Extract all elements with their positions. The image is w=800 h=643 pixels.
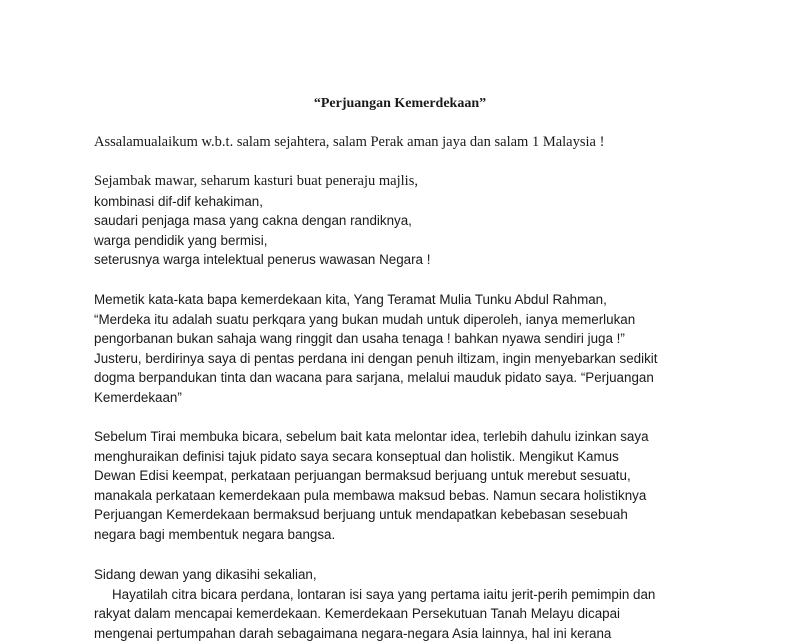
paragraph-line: menghuraikan definisi tajuk pidato saya secara konseptual dan holistik. Mengikut Kamus [94,448,619,464]
paragraph-line: Dewan Edisi keempat, perkataan perjuangan bermaksud berjuang untuk merebut sesuatu, [94,468,631,484]
paragraph-line: Perjuangan Kemerdekaan bermaksud berjuang untuk mendapatkan kebebasan sesebuah [94,507,628,523]
paragraph-line: mengenai pertumpahan darah sebagaimana negara-negara Asia lainnya, hal ini kerana [94,625,612,641]
salutation-line: saudari penjaga masa yang cakna dengan randiknya, [94,213,412,229]
paragraph-line: Sebelum Tirai membuka bicara, sebelum bait kata melontar idea, terlebih dahulu izinkan saya [94,429,649,444]
paragraph-first-point [94,565,714,643]
speech-title: “Perjuangan Kemerdekaan” [313,96,487,111]
paragraph-line: negara bagi membentuk negara bangsa. [94,526,336,542]
paragraph-line: Hayatilah citra bicara perdana, lontaran isi saya yang pertama iaitu jerit-perih pemimpin dan [112,586,656,602]
salutation-line: seterusnya warga intelektual penerus wawasan Negara ! [94,252,431,268]
salutation-line: warga pendidik yang bermisi, [94,232,268,248]
paragraph-definition [94,427,714,545]
salutation-line: kombinasi dif-dif kehakiman, [94,193,263,209]
paragraph-line: Kemerdekaan” [94,389,182,405]
paragraph-line: dogma berpandukan tinta dan wacana para sarjana, melalui mauduk pidato saya. “Perjuangan [94,370,654,386]
paragraph-quote [94,290,714,408]
opening-greeting: Assalamualaikum w.b.t. salam sejahtera, salam Perak aman jaya dan salam 1 Malaysia ! [94,134,605,150]
paragraph-line: rakyat dalam mencapai kemerdekaan. Kemerdekaan Persekutuan Tanah Melayu dicapai [94,606,621,622]
paragraph-line: Sidang dewan yang dikasihi sekalian, [94,567,317,582]
paragraph-line: Memetik kata-kata bapa kemerdekaan kita, Yang Teramat Mulia Tunku Abdul Rahman, [94,292,607,307]
paragraph-line: manakala perkataan kemerdekaan pula membawa maksud bebas. Namun secara holistiknya [94,487,647,503]
paragraph-line: “Merdeka itu adalah suatu perkqara yang bukan mudah untuk diperoleh, ianya memerlukan [94,311,636,327]
paragraph-line: Justeru, berdirinya saya di pentas perdana ini dengan penuh iltizam, ingin menyebarkan sedikit [94,350,658,366]
salutation-line: Sejambak mawar, seharum kasturi buat peneraju majlis, [94,173,418,189]
salutation-block [94,172,714,270]
paragraph-line: pengorbanan bukan sahaja wang ringgit dan usaha tenaga ! bahkan nyawa sendiri juga !” [94,331,625,347]
